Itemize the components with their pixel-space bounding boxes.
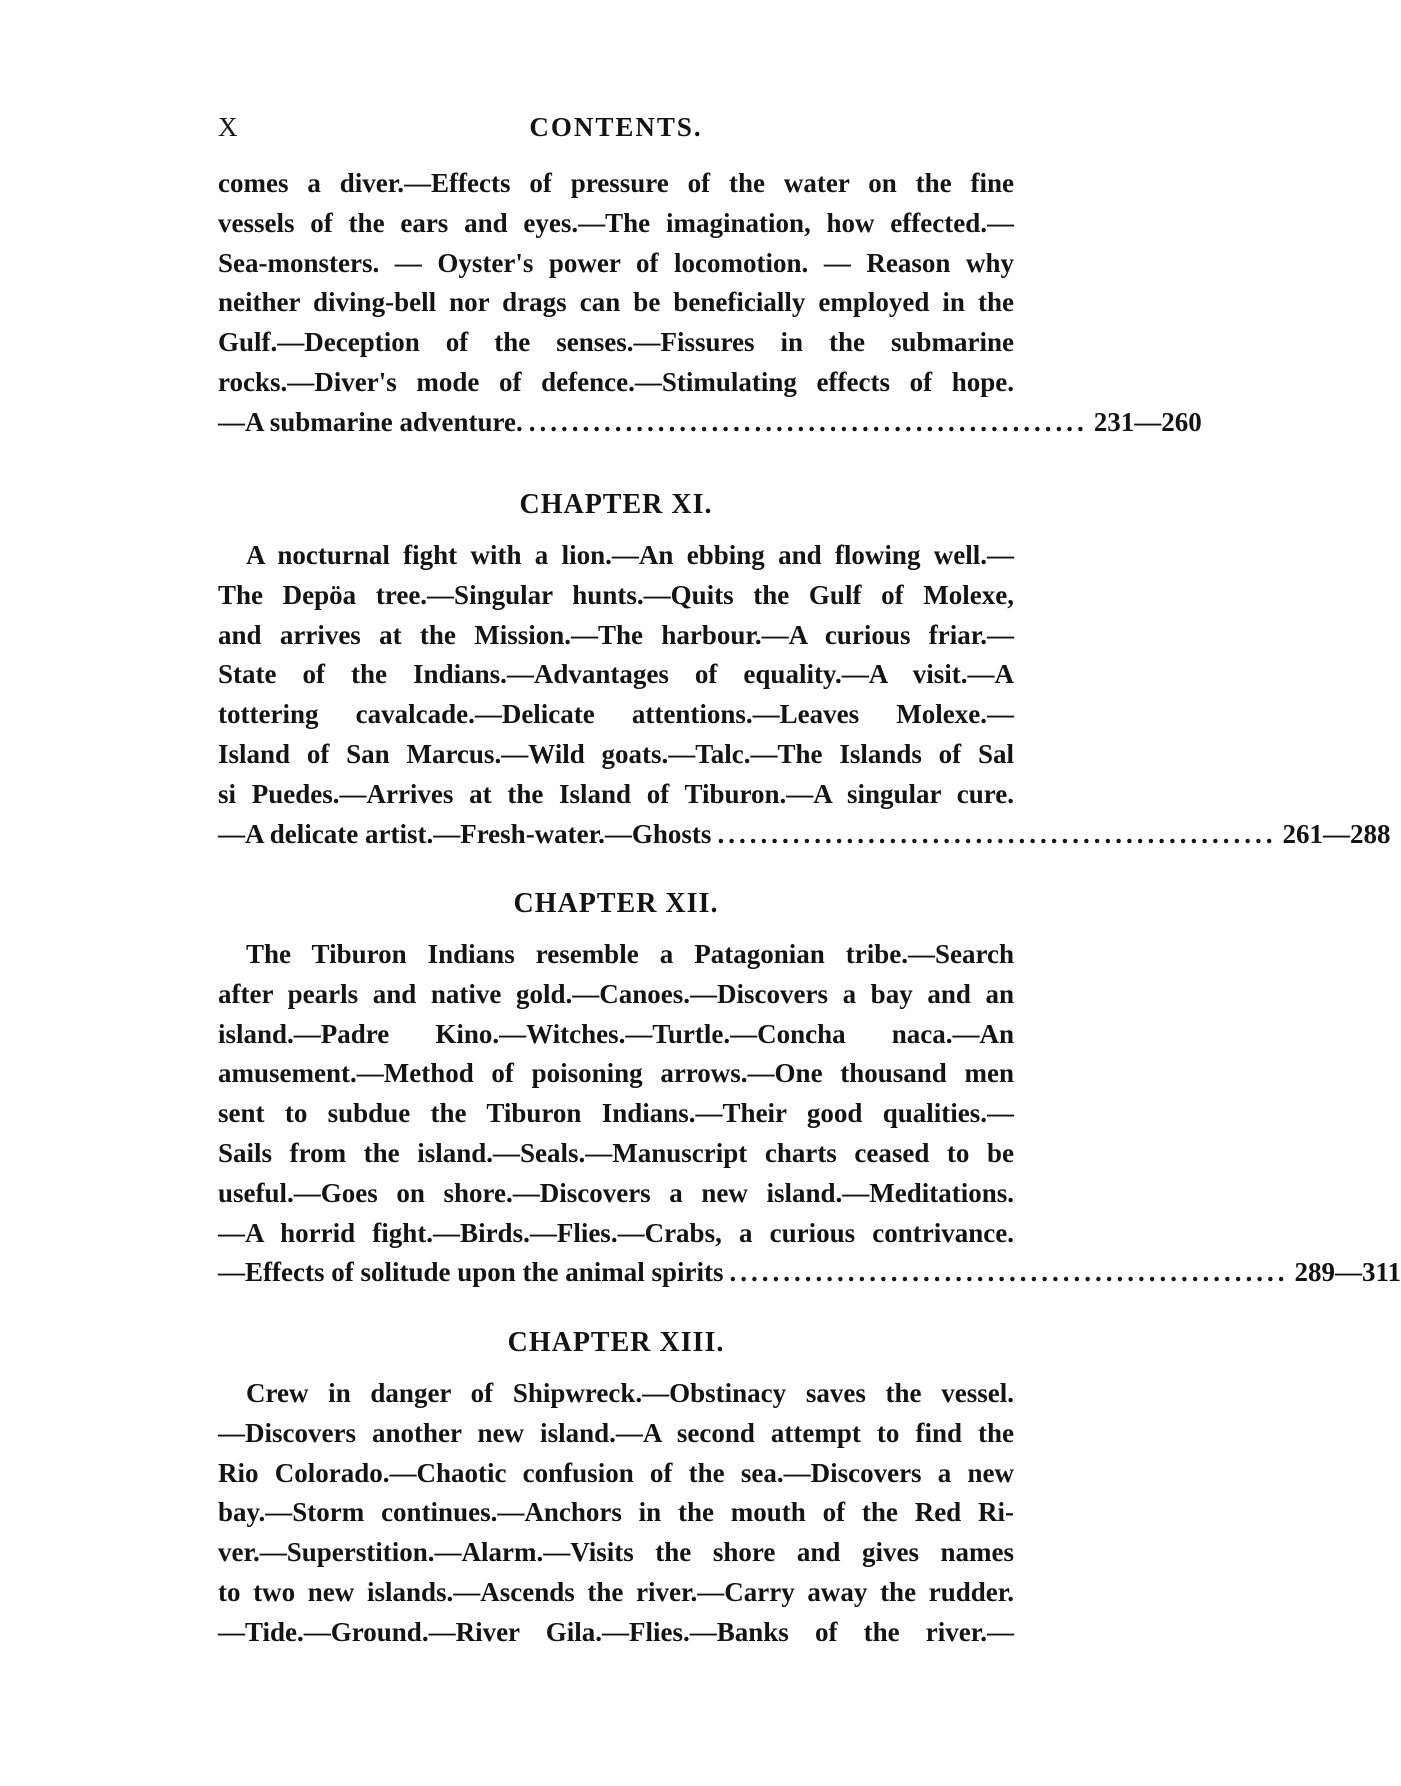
toc-entry-last-line [218,815,1391,855]
text-line: after pearls and native gold.—Canoes.—Discovers a bay and an [218,978,1014,1009]
dot-leader: .................................................... [729,1257,1289,1288]
text-line: Sails from the island.—Seals.—Manuscript charts ceased to be [218,1137,1014,1168]
text-line: Rio Colorado.—Chaotic confusion of the sea.—Discovers a new [218,1457,1014,1488]
toc-entry-text: —A delicate artist.—Fresh-water.—Ghosts [218,818,712,849]
chapter-xii [218,883,1401,1293]
text-line: The Depöa tree.—Singular hunts.—Quits the Gulf of Molexe, [218,579,1014,610]
dot-leader: .................................................... [717,818,1277,849]
text-line: useful.—Goes on shore.—Discovers a new island.—Meditations. [218,1177,1014,1208]
text-line: ver.—Superstition.—Alarm.—Visits the shore and gives names [218,1537,1014,1568]
text-line: rocks.—Diver's mode of defence.—Stimulating effects of hope. [218,366,1014,397]
chapter-heading: CHAPTER XI. [519,489,713,520]
page-range: 289—311 [1294,1257,1401,1288]
chapter-heading: CHAPTER XII. [513,888,719,919]
toc-entry-last-line [218,1253,1401,1293]
text-line: Gulf.—Deception of the senses.—Fissures in the submarine [218,327,1014,358]
text-line: The Tiburon Indians resemble a Patagonian tribe.—Search [246,939,1014,969]
page-range: 231—260 [1093,406,1202,437]
text-line: vessels of the ears and eyes.—The imagination, how effected.— [218,207,1014,238]
text-line: tottering cavalcade.—Delicate attentions.—Leaves Molexe.— [218,699,1014,730]
text-line: sent to subdue the Tiburon Indians.—Their good qualities.— [218,1098,1014,1129]
text-line: amusement.—Method of poisoning arrows.—One thousand men [218,1058,1014,1089]
running-head [218,112,1014,152]
page-number: X [218,112,240,142]
text-line: State of the Indians.—Advantages of equality.—A visit.—A [218,659,1014,690]
dot-leader: .................................................... [528,406,1088,437]
chapter-xi [218,484,1391,854]
page-range: 261—288 [1282,818,1391,849]
text-line: and arrives at the Mission.—The harbour.—A curious friar.— [218,619,1014,650]
text-line: —A horrid fight.—Birds.—Flies.—Crabs, a curious contrivance. [218,1217,1014,1248]
text-line: Crew in danger of Shipwreck.—Obstinacy saves the vessel. [246,1378,1014,1408]
text-line: —Discovers another new island.—A second attempt to find the [218,1417,1014,1448]
text-line: island.—Padre Kino.—Witches.—Turtle.—Concha naca.—An [218,1018,1014,1049]
text-line: Island of San Marcus.—Wild goats.—Talc.—The Islands of Sal [218,738,1014,769]
toc-entry-text: —A submarine adventure. [218,406,523,437]
chapter-xiii [218,1322,1014,1653]
chapter-heading: CHAPTER XIII. [507,1327,725,1358]
chapter-x-continuation [218,164,1202,443]
running-title: CONTENTS. [529,112,703,142]
text-line: to two new islands.—Ascends the river.—Carry away the rudder. [218,1576,1014,1607]
text-line: A nocturnal fight with a lion.—An ebbing and flowing well.— [246,540,1014,570]
toc-entry-last-line [218,403,1202,443]
text-line: neither diving-bell nor drags can be beneficially employed in the [218,287,1014,318]
text-line: si Puedes.—Arrives at the Island of Tiburon.—A singular cure. [218,778,1014,809]
text-line: Sea-monsters. — Oyster's power of locomotion. — Reason why [218,247,1014,278]
text-line: —Tide.—Ground.—River Gila.—Flies.—Banks of the river.— [218,1616,1014,1647]
text-line: bay.—Storm continues.—Anchors in the mouth of the Red Ri- [218,1497,1014,1528]
toc-entry-text: —Effects of solitude upon the animal spirits [218,1257,724,1288]
text-line: comes a diver.—Effects of pressure of the water on the fine [218,168,1014,198]
